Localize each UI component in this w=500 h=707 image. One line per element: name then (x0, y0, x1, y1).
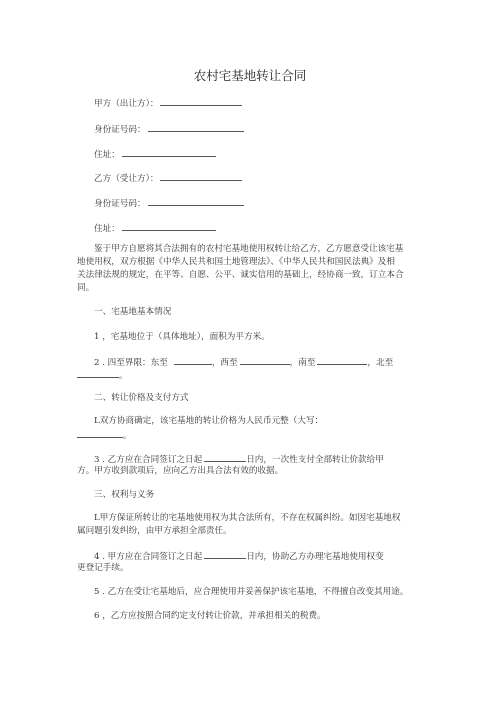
page-title: 农村宅基地转让合同 (193, 68, 307, 83)
section-3-item-5: 5 . 乙方在受让宅基地后，应合理使用并妥善保护该宅基地，不得擅自改变其用途。 (94, 587, 409, 597)
section-1-heading: 一、宅基地基本情况 (94, 307, 172, 317)
registration-days-prefix: 4 . 甲方应在合同签订之日起 (94, 552, 203, 562)
price-capital-blank[interactable] (77, 428, 123, 438)
north-blank[interactable] (77, 368, 119, 378)
section-2-item-1: L双方协商确定，该宅基地的转让价格为人民币元整（大写： (94, 416, 324, 426)
section-3-item-1-line-1: L甲方保证所转让的宅基地使用权为其合法所有，不存在权属纠纷。如因宅基地权 (94, 513, 401, 523)
section-3-item-4 (94, 549, 384, 563)
party-a-address-blank[interactable] (122, 147, 216, 157)
section-2-item-1-end: 。 (123, 431, 132, 441)
party-b-blank[interactable] (160, 171, 242, 181)
north-label: ，北至 (367, 358, 394, 368)
section-3-item-1-line-2: 属问题引发纠纷，由甲方承担全部责任。 (77, 526, 232, 536)
preamble-line-4: 同。 (77, 283, 95, 293)
east-blank[interactable] (174, 355, 212, 365)
section-2-heading: 二、转让价格及支付方式 (94, 393, 189, 403)
west-blank[interactable] (240, 355, 290, 365)
payment-days-blank[interactable] (204, 452, 246, 462)
party-a-label: 甲方（出让方）： (94, 99, 159, 109)
party-b-address-line (94, 221, 216, 235)
payment-days-prefix: 3 . 乙方应在合同签订之日起 (94, 455, 203, 465)
registration-days-suffix: 日内，协助乙方办理宅基地使用权变 (246, 552, 384, 562)
party-b-id-blank[interactable] (148, 196, 244, 206)
preamble-line-2: 地使用权，双方根据《中华人民共和国土地管理法》、《中华人民共和国民法典》及相 (77, 257, 395, 267)
preamble-line-3: 关法律法规的规定，在平等、自愿、公平、诚实信用的基础上，经协商一致，订立本合 (77, 270, 404, 280)
party-a-line (94, 96, 242, 110)
section-3-item-6: 6 ，乙方应按照合同约定支付转让价款，并承担相关的税费。 (94, 611, 326, 621)
party-a-id-label: 身份证号码： (94, 125, 146, 135)
party-b-label: 乙方（受让方）： (94, 174, 159, 184)
section-3-item-4-line-2: 更登记手续。 (77, 563, 129, 573)
section-2-item-3 (94, 452, 384, 466)
party-a-id-blank[interactable] (148, 122, 244, 132)
section-1-item-2-end: 。 (119, 371, 128, 381)
party-b-line (94, 171, 242, 185)
section-2-item-1-cont (77, 428, 132, 442)
party-a-address-label: 住址： (94, 150, 120, 160)
section-3-heading: 三、权利与义务 (94, 490, 155, 500)
party-b-address-blank[interactable] (122, 221, 216, 231)
party-b-id-line (94, 196, 244, 210)
party-a-address-line (94, 147, 216, 161)
party-b-address-label: 住址： (94, 224, 120, 234)
section-2-item-3-line-2: 方。甲方收到款项后，应向乙方出具合法有效的收据。 (77, 466, 284, 476)
section-1-item-2 (94, 355, 393, 369)
section-1-item-2-cont (77, 368, 128, 382)
party-a-blank[interactable] (160, 96, 242, 106)
south-blank[interactable] (317, 355, 367, 365)
west-label: ，西至 (211, 358, 238, 368)
south-label: ，南至 (289, 358, 316, 368)
registration-days-blank[interactable] (204, 549, 246, 559)
payment-days-suffix: 日内，一次性支付全部转让价款给甲 (246, 455, 384, 465)
section-1-item-1: 1 ，宅基地位于（具体地址），面积为平方米。 (94, 332, 270, 342)
preamble-line-1: 鉴于甲方自愿将其合法拥有的农村宅基地使用权转让给乙方，乙方愿意受让该宅基 (94, 244, 404, 254)
east-label: 2 . 四至界限：东至 (94, 358, 168, 368)
party-b-id-label: 身份证号码： (94, 199, 146, 209)
party-a-id-line (94, 122, 244, 136)
